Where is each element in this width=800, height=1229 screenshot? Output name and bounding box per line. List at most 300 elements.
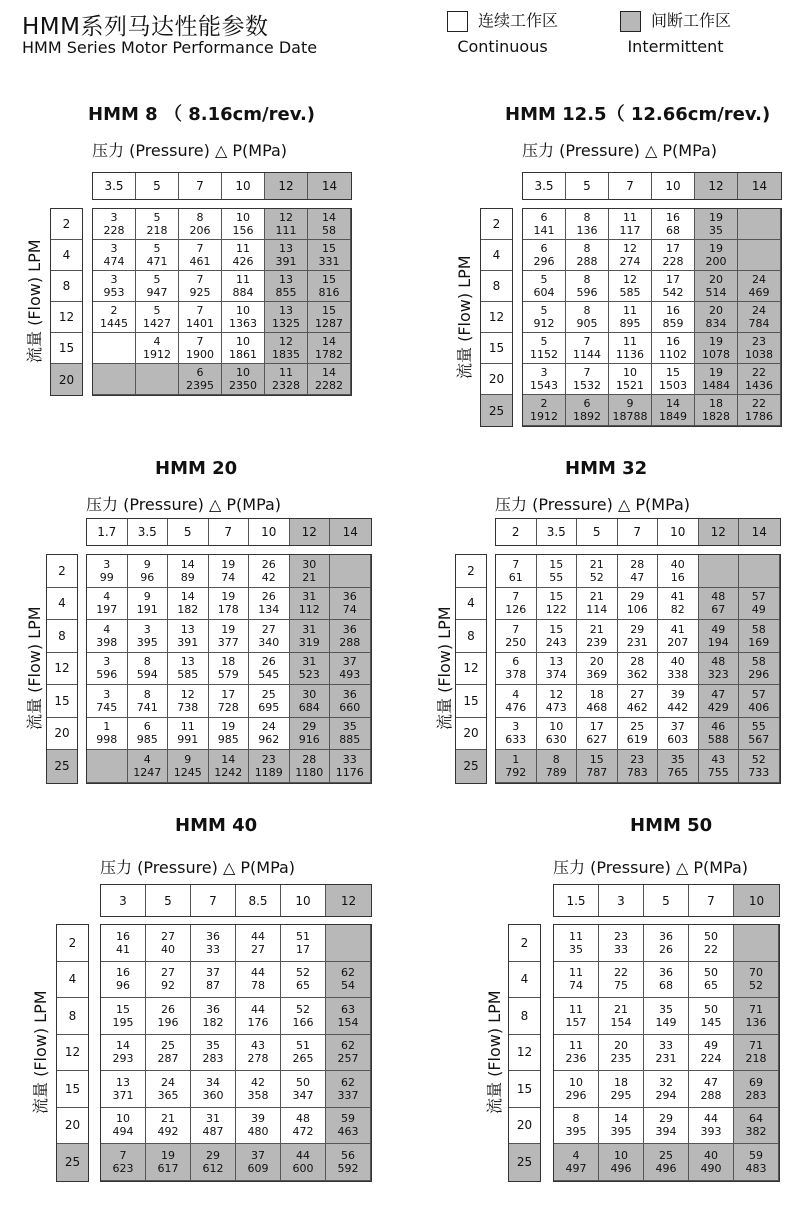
torque-value: 3 [103, 687, 111, 701]
speed-value: 319 [298, 635, 320, 649]
speed-value: 391 [177, 635, 199, 649]
data-cell [330, 653, 371, 686]
data-cell [222, 240, 265, 271]
data-cell [128, 653, 169, 686]
data-cell [128, 750, 169, 783]
speed-value: 365 [157, 1088, 179, 1102]
torque-value: 7 [583, 366, 591, 379]
torque-value: 5 [153, 211, 161, 224]
data-cell [222, 333, 265, 364]
pressure-label: 压力 (Pressure) △ P(MPa) [86, 495, 282, 514]
data-cell [222, 271, 265, 302]
torque-value: 19 [221, 622, 236, 636]
data-cell [136, 209, 179, 240]
torque-value: 20 [709, 273, 723, 286]
data-cell [265, 209, 308, 240]
data-cell [168, 555, 209, 588]
torque-value: 19 [709, 211, 723, 224]
data-cell [249, 588, 290, 621]
pressure-header-cell: 12 [699, 519, 740, 545]
data-cell [699, 555, 740, 588]
speed-value: 474 [103, 255, 125, 268]
torque-value: 14 [180, 557, 195, 571]
torque-value: 34 [206, 1075, 220, 1089]
torque-value: 3 [103, 655, 111, 669]
torque-value: 31 [302, 655, 317, 669]
data-cell [523, 302, 566, 333]
motor-title: HMM 20 [155, 458, 238, 479]
data-cell [577, 588, 618, 621]
data-cell [326, 1108, 371, 1145]
speed-value: 1078 [702, 348, 730, 361]
torque-value: 12 [279, 335, 293, 348]
data-cell [290, 750, 331, 783]
data-cell [168, 588, 209, 621]
speed-value: 74 [342, 603, 357, 617]
torque-value: 10 [549, 720, 564, 734]
torque-value: 40 [670, 655, 685, 669]
speed-value: 395 [136, 635, 158, 649]
torque-value: 8 [196, 211, 204, 224]
torque-value: 10 [623, 366, 637, 379]
flow-header-cell: 4 [47, 588, 77, 621]
data-cell [609, 364, 652, 395]
flow-header-cell: 20 [481, 364, 512, 395]
speed-value: 68 [666, 224, 680, 237]
torque-value: 2 [110, 304, 118, 317]
data-cell [308, 240, 351, 271]
speed-value: 1427 [143, 317, 171, 330]
torque-value: 58 [751, 622, 766, 636]
data-cell [209, 685, 250, 718]
speed-value: 855 [275, 286, 297, 299]
torque-value: 17 [589, 720, 604, 734]
torque-value: 19 [221, 590, 236, 604]
speed-value: 294 [655, 1088, 677, 1102]
speed-value: 117 [619, 224, 641, 237]
data-cell [496, 588, 537, 621]
data-cell [537, 750, 578, 783]
speed-value: 235 [610, 1052, 632, 1066]
speed-value: 288 [576, 255, 598, 268]
data-cell [265, 302, 308, 333]
speed-value: 784 [748, 317, 770, 330]
torque-value: 25 [630, 720, 645, 734]
data-cell [87, 588, 128, 621]
flow-header-cell: 15 [481, 333, 512, 364]
data-cell [652, 395, 695, 426]
data-cell [93, 271, 136, 302]
data-cell [618, 653, 659, 686]
speed-value: 228 [103, 224, 125, 237]
torque-value: 24 [161, 1075, 175, 1089]
flow-header-cell: 4 [57, 962, 88, 999]
data-cell [146, 1144, 191, 1181]
speed-value: 99 [99, 570, 114, 584]
speed-value: 54 [341, 979, 355, 993]
data-cell [537, 555, 578, 588]
speed-value: 1287 [315, 317, 343, 330]
torque-value: 17 [666, 242, 680, 255]
data-cell [330, 685, 371, 718]
data-cell [496, 653, 537, 686]
data-cell [523, 364, 566, 395]
torque-value: 23 [261, 752, 276, 766]
speed-value: 469 [748, 286, 770, 299]
speed-value: 953 [103, 286, 125, 299]
speed-value: 1828 [702, 410, 730, 423]
data-cell [146, 962, 191, 999]
data-cell [209, 750, 250, 783]
speed-value: 461 [189, 255, 211, 268]
torque-value: 15 [549, 590, 564, 604]
speed-value: 998 [96, 733, 118, 747]
speed-value: 1892 [573, 410, 601, 423]
torque-value: 16 [666, 211, 680, 224]
torque-value: 36 [206, 1002, 220, 1016]
data-cell [689, 998, 734, 1035]
flow-header-cell: 4 [456, 588, 486, 621]
data-cell [146, 925, 191, 962]
data-cell [695, 333, 738, 364]
torque-value: 13 [180, 622, 195, 636]
data-cell [738, 271, 781, 302]
data-cell [265, 271, 308, 302]
pressure-header-cell: 14 [330, 519, 371, 545]
flow-header-cell: 12 [57, 1035, 88, 1072]
torque-value: 36 [342, 622, 357, 636]
speed-value: 52 [589, 570, 604, 584]
pressure-header-cell: 2 [496, 519, 537, 545]
data-cell [101, 962, 146, 999]
pressure-header-cell: 10 [652, 173, 695, 199]
data-cell [191, 1035, 236, 1072]
data-cell [618, 750, 659, 783]
torque-value: 50 [704, 1002, 718, 1016]
pressure-header-cell: 3 [101, 885, 146, 916]
data-cell [577, 685, 618, 718]
flow-label: 流量 (Flow) LPM [455, 254, 474, 379]
flow-header-cell: 20 [47, 718, 77, 751]
speed-value: 1401 [186, 317, 214, 330]
flow-header-cell: 12 [509, 1035, 540, 1072]
torque-value: 37 [206, 966, 220, 980]
data-cell [577, 555, 618, 588]
speed-value: 493 [339, 668, 361, 682]
flow-header-cell: 15 [47, 685, 77, 718]
speed-value: 741 [136, 700, 158, 714]
speed-value: 296 [565, 1088, 587, 1102]
torque-value: 12 [180, 687, 195, 701]
speed-value: 492 [157, 1125, 179, 1139]
pressure-header-row [100, 884, 372, 917]
speed-value: 35 [569, 942, 583, 956]
speed-value: 579 [217, 668, 239, 682]
torque-value: 19 [709, 366, 723, 379]
pressure-label: 压力 (Pressure) △ P(MPa) [92, 141, 288, 160]
speed-value: 156 [232, 224, 254, 237]
speed-value: 585 [619, 286, 641, 299]
speed-value: 288 [339, 635, 361, 649]
torque-value: 51 [296, 929, 310, 943]
data-cell [222, 364, 265, 395]
speed-value: 1835 [272, 348, 300, 361]
data-cell [87, 750, 128, 783]
data-cell [326, 925, 371, 962]
speed-value: 218 [146, 224, 168, 237]
data-cell [281, 1144, 326, 1181]
speed-value: 1136 [616, 348, 644, 361]
flow-header-cell: 20 [51, 364, 82, 395]
pressure-header-cell: 1.7 [87, 519, 128, 545]
data-cell [566, 271, 609, 302]
data-cell [599, 1144, 644, 1181]
torque-value: 10 [236, 366, 250, 379]
flow-header-cell: 12 [481, 302, 512, 333]
flow-header-cell: 15 [456, 685, 486, 718]
flow-header-cell: 25 [57, 1144, 88, 1181]
speed-value: 218 [745, 1052, 767, 1066]
torque-value: 29 [206, 1148, 220, 1162]
flow-header-cell: 25 [456, 750, 486, 783]
flow-header-cell: 25 [47, 750, 77, 783]
pressure-header-cell: 7 [179, 173, 222, 199]
data-cell [236, 1071, 281, 1108]
legend-intermittent-en: Intermittent [627, 37, 724, 56]
torque-value: 59 [749, 1148, 763, 1162]
data-cell [599, 1071, 644, 1108]
speed-value: 684 [298, 700, 320, 714]
torque-value: 8 [143, 687, 151, 701]
torque-value: 23 [752, 335, 766, 348]
pressure-header-row [86, 518, 372, 546]
speed-value: 494 [112, 1125, 134, 1139]
data-cell [599, 1108, 644, 1145]
speed-value: 200 [705, 255, 727, 268]
torque-value: 69 [749, 1075, 763, 1089]
flow-header-cell: 2 [509, 925, 540, 962]
speed-value: 166 [292, 1015, 314, 1029]
data-cell [689, 1108, 734, 1145]
data-cell [101, 1144, 146, 1181]
speed-value: 228 [662, 255, 684, 268]
torque-value: 13 [180, 655, 195, 669]
torque-value: 20 [614, 1039, 628, 1053]
pressure-header-cell: 5 [136, 173, 179, 199]
speed-value: 265 [292, 1052, 314, 1066]
speed-value: 78 [251, 979, 265, 993]
torque-value: 56 [341, 1148, 355, 1162]
torque-value: 14 [322, 366, 336, 379]
data-cell [136, 302, 179, 333]
torque-value: 35 [206, 1039, 220, 1053]
torque-value: 18 [614, 1075, 628, 1089]
data-cell [330, 718, 371, 751]
torque-value: 8 [583, 211, 591, 224]
pressure-header-cell: 3.5 [523, 173, 566, 199]
data-cell [191, 962, 236, 999]
speed-value: 567 [748, 733, 770, 747]
speed-value: 22 [704, 942, 718, 956]
data-cell [146, 1071, 191, 1108]
data-cell [734, 962, 779, 999]
torque-value: 7 [512, 557, 520, 571]
data-cell [658, 620, 699, 653]
speed-value: 1782 [315, 348, 343, 361]
speed-value: 96 [140, 570, 155, 584]
data-cell [699, 653, 740, 686]
speed-value: 426 [232, 255, 254, 268]
data-cell [128, 620, 169, 653]
speed-value: 141 [533, 224, 555, 237]
speed-value: 89 [180, 570, 195, 584]
data-cell [738, 302, 781, 333]
torque-value: 14 [221, 752, 236, 766]
speed-value: 497 [565, 1161, 587, 1175]
data-cell [326, 1035, 371, 1072]
speed-value: 331 [318, 255, 340, 268]
speed-value: 27 [251, 942, 265, 956]
pressure-header-cell: 14 [739, 519, 780, 545]
torque-value: 25 [261, 687, 276, 701]
speed-value: 1180 [295, 765, 324, 779]
speed-value: 52 [749, 979, 763, 993]
torque-value: 12 [623, 242, 637, 255]
pressure-label: 压力 (Pressure) △ P(MPa) [495, 495, 691, 514]
torque-value: 31 [302, 590, 317, 604]
pressure-header-cell: 7 [209, 519, 250, 545]
speed-value: 1861 [229, 348, 257, 361]
torque-value: 25 [161, 1039, 175, 1053]
performance-grid [495, 554, 781, 784]
speed-value: 695 [258, 700, 280, 714]
speed-value: 106 [626, 603, 648, 617]
speed-value: 789 [545, 765, 567, 779]
pressure-header-cell: 8.5 [236, 885, 281, 916]
motor-title: HMM 8 （ 8.16cm/rev.) [88, 104, 316, 125]
data-cell [209, 653, 250, 686]
torque-value: 27 [161, 966, 175, 980]
data-cell [93, 209, 136, 240]
data-cell [618, 588, 659, 621]
data-cell [249, 620, 290, 653]
speed-value: 122 [545, 603, 567, 617]
speed-value: 738 [177, 700, 199, 714]
data-cell [168, 750, 209, 783]
torque-value: 27 [630, 687, 645, 701]
torque-value: 10 [236, 211, 250, 224]
data-cell [537, 718, 578, 751]
data-cell [739, 750, 780, 783]
torque-value: 25 [659, 1148, 673, 1162]
torque-value: 22 [752, 366, 766, 379]
speed-value: 596 [96, 668, 118, 682]
speed-value: 288 [700, 1088, 722, 1102]
speed-value: 391 [275, 255, 297, 268]
data-cell [644, 925, 689, 962]
torque-value: 51 [296, 1039, 310, 1053]
data-cell [695, 271, 738, 302]
data-cell [658, 685, 699, 718]
torque-value: 19 [709, 242, 723, 255]
speed-value: 916 [298, 733, 320, 747]
speed-value: 18788 [612, 410, 648, 423]
torque-value: 11 [623, 211, 637, 224]
pressure-header-cell: 3 [599, 885, 644, 916]
data-cell [101, 1108, 146, 1145]
speed-value: 178 [217, 603, 239, 617]
data-cell [599, 1035, 644, 1072]
pressure-header-cell: 3.5 [128, 519, 169, 545]
torque-value: 11 [569, 1002, 583, 1016]
data-cell [326, 962, 371, 999]
flow-label: 流量 (Flow) LPM [435, 606, 454, 730]
data-cell [689, 1144, 734, 1181]
data-cell [554, 1144, 599, 1181]
torque-value: 19 [221, 557, 236, 571]
data-cell [739, 685, 780, 718]
speed-value: 154 [337, 1015, 359, 1029]
flow-header-cell: 8 [47, 620, 77, 653]
data-cell [168, 718, 209, 751]
flow-header-column [455, 554, 487, 784]
torque-value: 22 [752, 397, 766, 410]
speed-value: 26 [659, 942, 673, 956]
torque-value: 10 [569, 1075, 583, 1089]
data-cell [652, 209, 695, 240]
speed-value: 278 [247, 1052, 269, 1066]
data-cell [554, 1035, 599, 1072]
speed-value: 859 [662, 317, 684, 330]
torque-value: 13 [279, 304, 293, 317]
speed-value: 588 [707, 733, 729, 747]
torque-value: 8 [572, 1112, 580, 1126]
torque-value: 4 [143, 752, 151, 766]
speed-value: 393 [700, 1125, 722, 1139]
speed-value: 47 [630, 570, 645, 584]
torque-value: 50 [296, 1075, 310, 1089]
data-cell [281, 1035, 326, 1072]
data-cell [609, 240, 652, 271]
torque-value: 33 [659, 1039, 673, 1053]
data-cell [87, 653, 128, 686]
torque-value: 7 [512, 622, 520, 636]
torque-value: 10 [116, 1112, 130, 1126]
flow-header-cell: 4 [51, 240, 82, 271]
data-cell [734, 1144, 779, 1181]
data-cell [191, 998, 236, 1035]
pressure-header-cell: 7 [618, 519, 659, 545]
data-cell [577, 718, 618, 751]
flow-header-cell: 20 [509, 1108, 540, 1145]
speed-value: 1849 [659, 410, 687, 423]
pressure-header-cell: 10 [281, 885, 326, 916]
speed-value: 274 [619, 255, 641, 268]
data-cell [537, 685, 578, 718]
data-cell [652, 302, 695, 333]
torque-value: 18 [709, 397, 723, 410]
data-cell [168, 653, 209, 686]
data-cell [136, 271, 179, 302]
speed-value: 633 [505, 733, 527, 747]
data-cell [101, 1071, 146, 1108]
torque-value: 57 [751, 687, 766, 701]
flow-label: 流量 (Flow) LPM [25, 606, 44, 730]
speed-value: 296 [533, 255, 555, 268]
speed-value: 35 [709, 224, 723, 237]
data-cell [699, 685, 740, 718]
data-cell [738, 333, 781, 364]
